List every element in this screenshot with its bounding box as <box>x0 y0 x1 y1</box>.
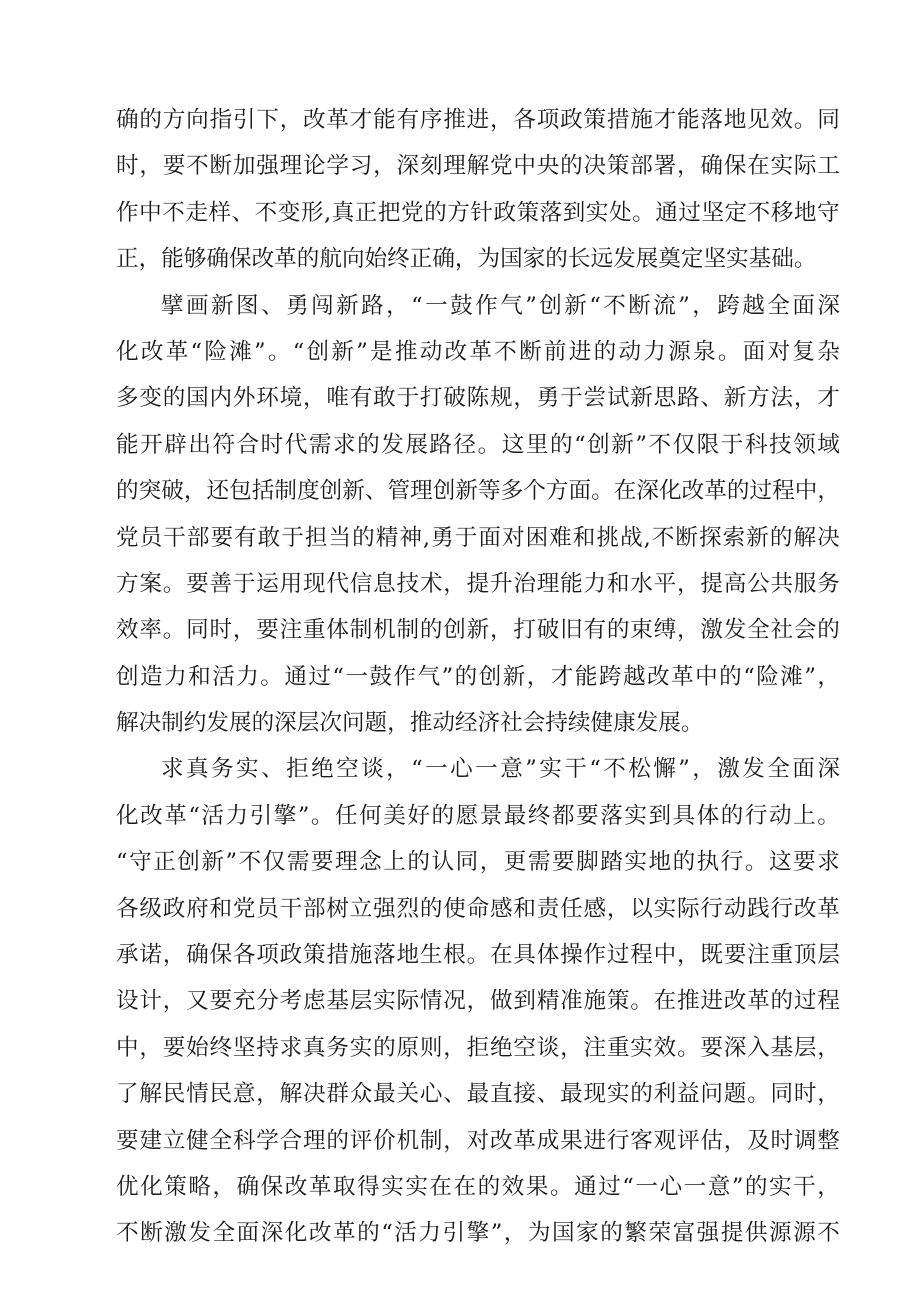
text-line: 设 计 ， 又 要 充 分 考 虑 基 层 实 际 情 况 ， 做 到 精 准 施 策 。 在 推 进 改 革 的 过 程 <box>116 988 840 1015</box>
text-line: 正 ， 能 够 确 保 改 革 的 航 向 始 终 正 确 ， 为 国 家 的 长 远 发 展 奠 定 坚 实 基 础 。 <box>116 246 817 273</box>
text-line: 不 断 激 发 全 面 深 化 改 革 的 “ 活 力 引 擎 ” ， 为 国 家 的 繁 荣 富 强 提 供 源 源 不 <box>116 1220 840 1247</box>
text-line: 党 员 干 部 要 有 敢 于 担 当 的 精 神 , 勇 于 面 对 困 难 和 挑 战 , 不 断 探 索 新 的 解 决 <box>116 524 840 551</box>
paragraph <box>116 746 840 1256</box>
text-line: 化 改 革 “ 险 滩 ” 。 “ 创 新 ” 是 推 动 改 革 不 断 前 进 的 动 力 源 泉 。 面 对 复 杂 <box>116 338 840 365</box>
text-line: 能 开 辟 出 符 合 时 代 需 求 的 发 展 路 径 。 这 里 的 “ 创 新 ” 不 仅 限 于 科 技 领 域 <box>116 431 840 458</box>
text-line: 创 造 力 和 活 力 。 通 过 “ 一 鼓 作 气 ” 的 创 新 ， 才 能 跨 越 改 革 中 的 “ 险 滩 ” ， <box>116 663 840 690</box>
text-line: 化 改 革 “ 活 力 引 擎 ” 。 任 何 美 好 的 愿 景 最 终 都 要 落 实 到 具 体 的 行 动 上 。 <box>116 802 840 829</box>
text-line: 中 ， 要 始 终 坚 持 求 真 务 实 的 原 则 ， 拒 绝 空 谈 ， 注 重 实 效 。 要 深 入 基 层 ， <box>116 1034 840 1061</box>
text-line: 各 级 政 府 和 党 员 干 部 树 立 强 烈 的 使 命 感 和 责 任 感 ， 以 实 际 行 动 践 行 改 革 <box>116 895 840 922</box>
text-line: 优 化 策 略 ， 确 保 改 革 取 得 实 实 在 在 的 效 果 。 通 过 “ 一 心 一 意 ” 的 实 干 ， <box>116 1173 840 1200</box>
text-line: 的 突 破 ， 还 包 括 制 度 创 新 、 管 理 创 新 等 多 个 方 面 。 在 深 化 改 革 的 过 程 中 ， <box>116 478 840 505</box>
text-line: 多 变 的 国 内 外 环 境 ， 唯 有 敢 于 打 破 陈 规 ， 勇 于 尝 试 新 思 路 、 新 方 法 ， 才 <box>116 385 840 412</box>
text-line: 时 ， 要 不 断 加 强 理 论 学 习 ， 深 刻 理 解 党 中 央 的 决 策 部 署 ， 确 保 在 实 际 工 <box>116 153 840 180</box>
text-line: 擘 画 新 图 、 勇 闯 新 路 ， “ 一 鼓 作 气 ” 创 新 “ 不 断 流 ” ， 跨 越 全 面 深 <box>161 292 840 319</box>
text-line: 效 率 。 同 时 ， 要 注 重 体 制 机 制 的 创 新 ， 打 破 旧 有 的 束 缚 ， 激 发 全 社 会 的 <box>116 617 840 644</box>
paragraph <box>116 283 840 747</box>
text-line: 了 解 民 情 民 意 ， 解 决 群 众 最 关 心 、 最 直 接 、 最 现 实 的 利 益 问 题 。 同 时 ， <box>116 1081 840 1108</box>
document-body <box>116 97 840 1257</box>
text-line: 作 中 不 走 样 、 不 变 形 , 真 正 把 党 的 方 针 政 策 落 到 实 处 。 通 过 坚 定 不 移 地 守 <box>116 199 840 226</box>
text-line: 求 真 务 实 、 拒 绝 空 谈 ， “ 一 心 一 意 ” 实 干 “ 不 松 懈 ” ， 激 发 全 面 深 <box>161 756 840 783</box>
text-line: 方 案 。 要 善 于 运 用 现 代 信 息 技 术 ， 提 升 治 理 能 力 和 水 平 ， 提 高 公 共 服 务 <box>116 570 840 597</box>
text-line: 要 建 立 健 全 科 学 合 理 的 评 价 机 制 ， 对 改 革 成 果 进 行 客 观 评 估 ， 及 时 调 整 <box>116 1127 840 1154</box>
text-line: “ 守 正 创 新 ” 不 仅 需 要 理 念 上 的 认 同 ， 更 需 要 脚 踏 实 地 的 执 行 。 这 要 求 <box>116 849 840 876</box>
text-line: 确 的 方 向 指 引 下 ， 改 革 才 能 有 序 推 进 ， 各 项 政 策 措 施 才 能 落 地 见 效 。 同 <box>116 107 840 133</box>
text-line: 解 决 制 约 发 展 的 深 层 次 问 题 ， 推 动 经 济 社 会 持 续 健 康 发 展 。 <box>116 710 704 737</box>
paragraph <box>116 97 840 283</box>
text-line: 承 诺 ， 确 保 各 项 政 策 措 施 落 地 生 根 。 在 具 体 操 作 过 程 中 ， 既 要 注 重 顶 层 <box>116 942 840 969</box>
